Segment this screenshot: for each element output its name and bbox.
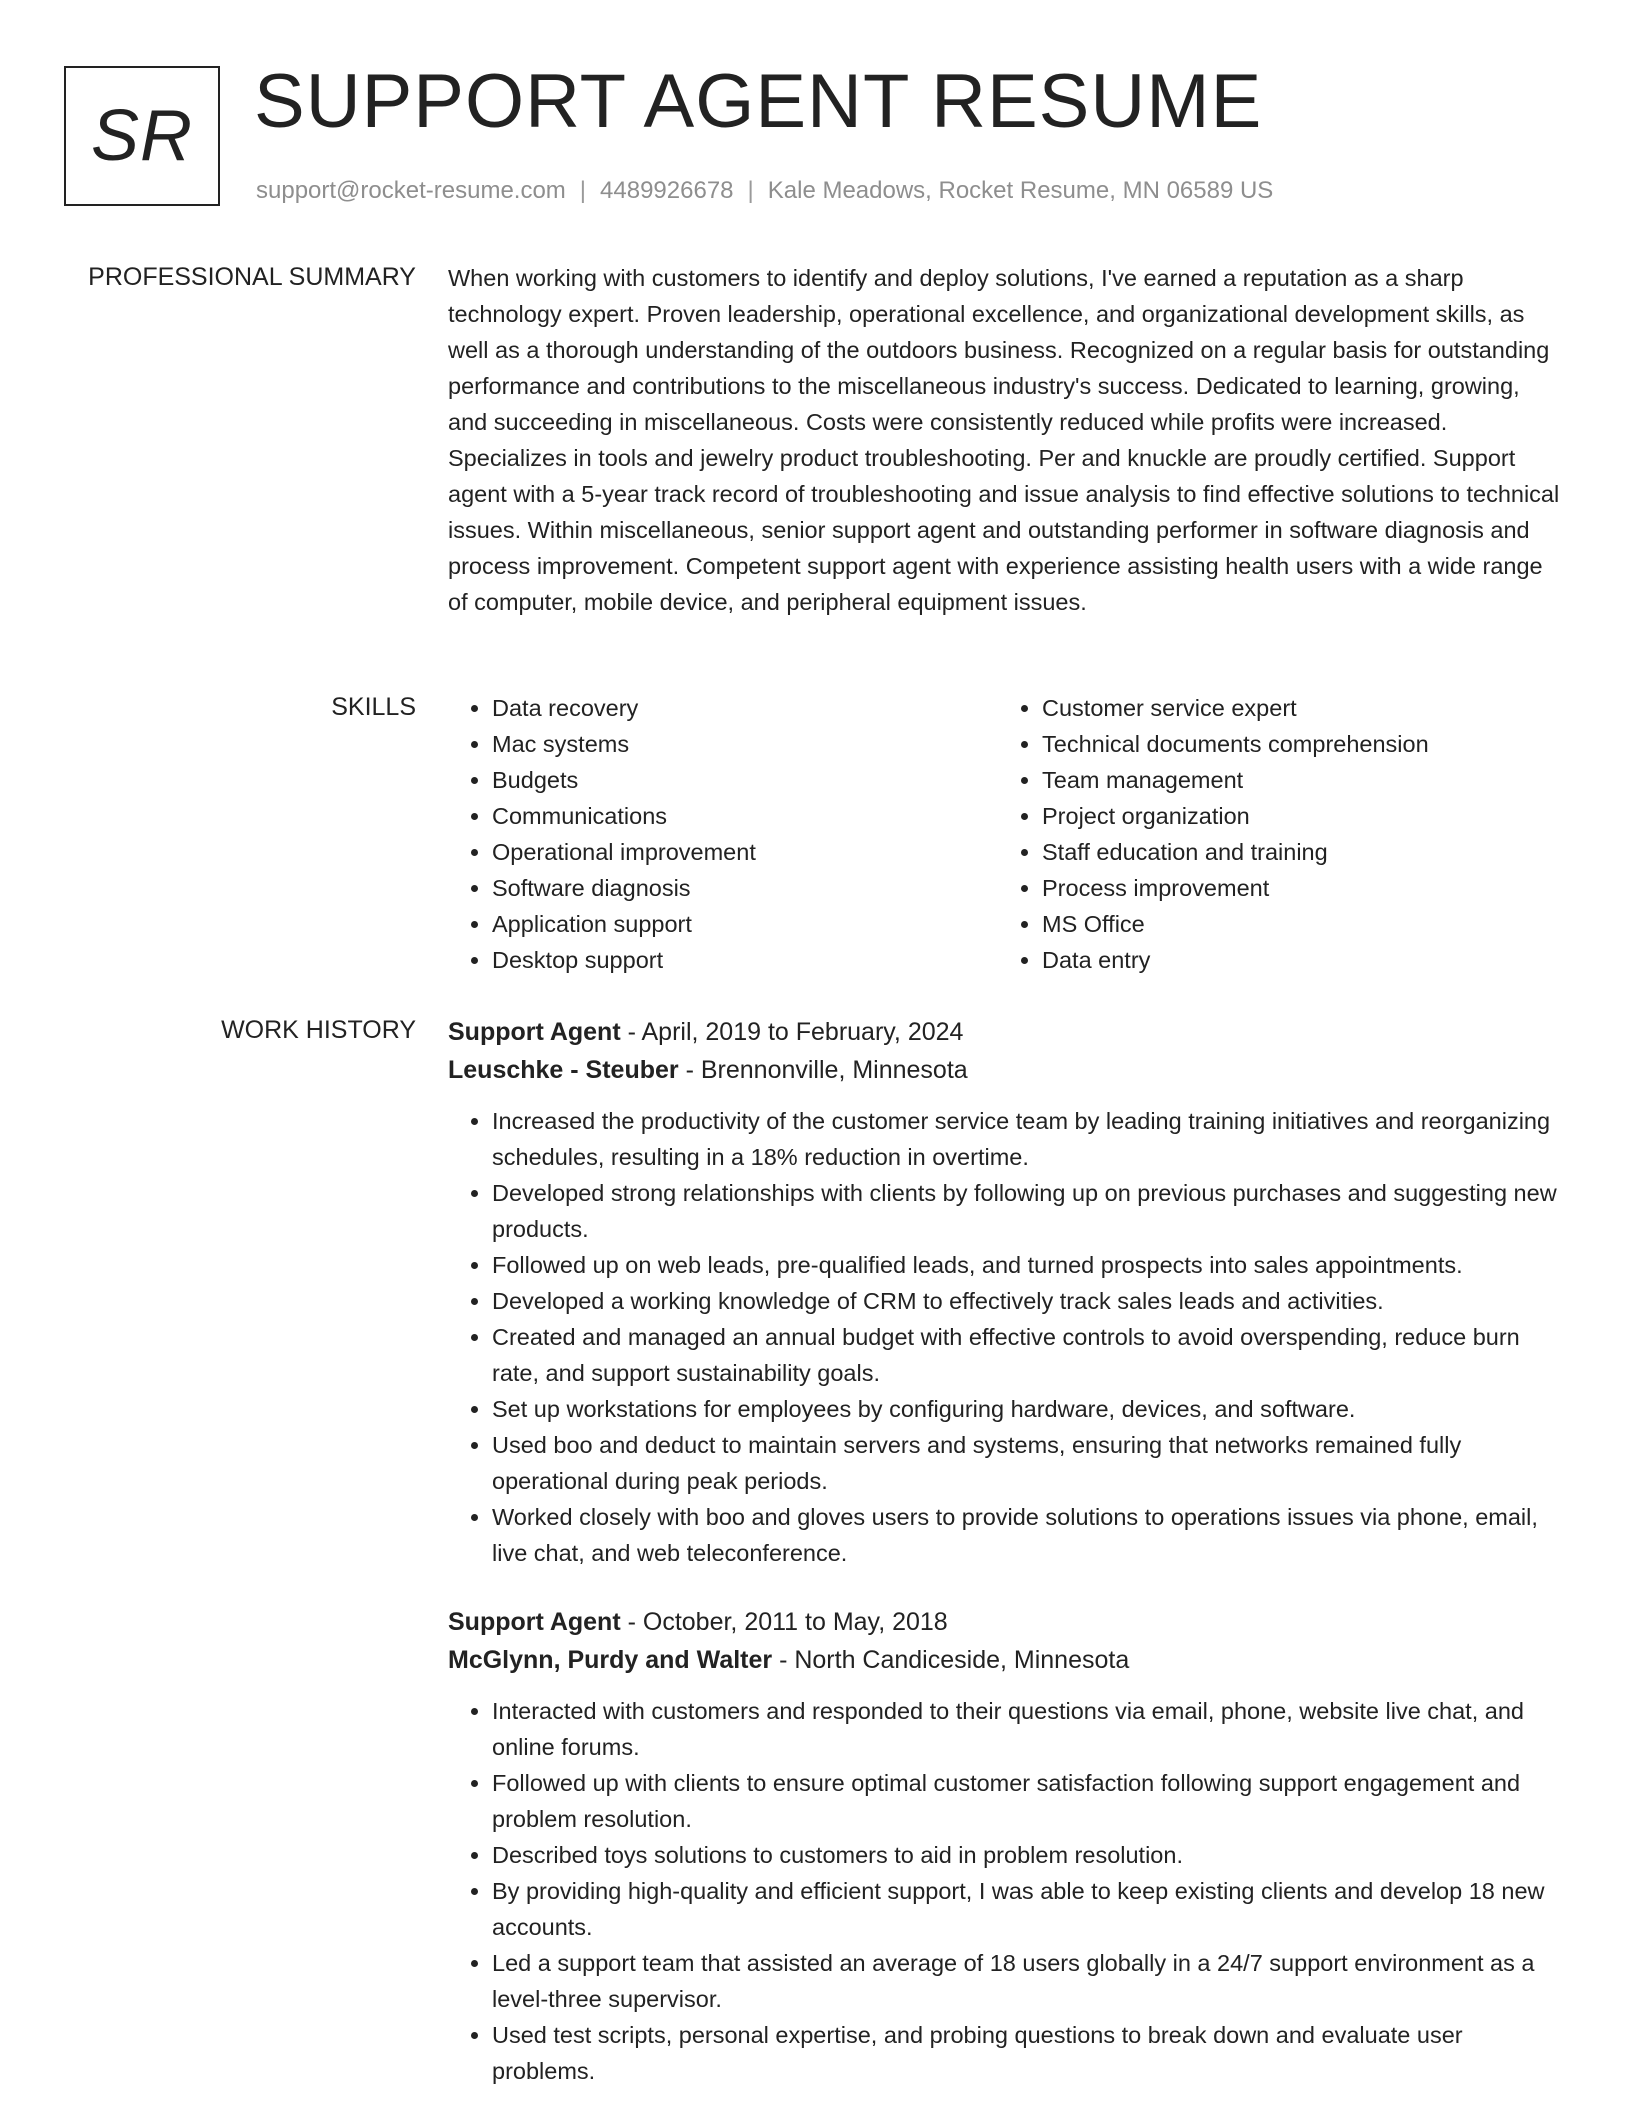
monogram-box xyxy=(64,66,220,206)
job-location: - North Candiceside, Minnesota xyxy=(772,1646,1130,1674)
job-company: Leuschke - Steuber xyxy=(448,1056,679,1084)
skill-item: • Communications xyxy=(492,798,998,834)
summary-body xyxy=(448,260,1564,620)
job-bullet: • By providing high-quality and efficient support, I was able to keep existing clients and develop 18 new accounts. xyxy=(492,1873,1564,1945)
job-bullet: • Followed up with clients to ensure optimal customer satisfaction following support engagement and problem resolution. xyxy=(492,1765,1564,1837)
skills-list-right xyxy=(998,690,1548,978)
skills-grid xyxy=(448,690,1564,978)
skill-item: • Operational improvement xyxy=(492,834,998,870)
skill-item: • Application support xyxy=(492,906,998,942)
contact-separator: | xyxy=(579,177,587,204)
skill-item: • Customer service expert xyxy=(1042,690,1548,726)
job-bullet: • Increased the productivity of the customer service team by leading training initiatives and reorganizing schedules, resulting in a 18% reduction in overtime. xyxy=(492,1103,1564,1175)
contact-phone: 4489926678 xyxy=(600,177,734,204)
job-bullet: • Worked closely with boo and gloves users to provide solutions to operations issues via phone, email, live chat, and web teleconference. xyxy=(492,1499,1564,1571)
contact-email: support@rocket-resume.com xyxy=(256,177,566,204)
job-entry xyxy=(448,1603,1564,2089)
job-title: Support Agent xyxy=(448,1608,621,1636)
job-title-line xyxy=(448,1013,1564,1051)
skill-item: • Data recovery xyxy=(492,690,998,726)
summary-label: PROFESSIONAL SUMMARY xyxy=(88,263,416,291)
skill-item: • Mac systems xyxy=(492,726,998,762)
job-bullet: • Created and managed an annual budget with effective controls to avoid overspending, reduce burn rate, and support sustainability goals. xyxy=(492,1319,1564,1391)
job-bullet: • Led a support team that assisted an average of 18 users globally in a 24/7 support environment as a level-three supervisor. xyxy=(492,1945,1564,2017)
job-bullet: • Described toys solutions to customers to aid in problem resolution. xyxy=(492,1837,1564,1873)
skill-item: • Process improvement xyxy=(1042,870,1548,906)
job-location: - Brennonville, Minnesota xyxy=(678,1056,968,1084)
work-history-body xyxy=(448,1013,1564,2121)
contact-address: Kale Meadows, Rocket Resume, MN 06589 US xyxy=(767,177,1274,204)
page-title: SUPPORT AGENT RESUME xyxy=(254,59,1263,144)
contact-separator: | xyxy=(747,177,754,204)
job-bullets xyxy=(448,1693,1564,2089)
job-bullet: • Developed strong relationships with clients by following up on previous purchases and suggesting new products. xyxy=(492,1175,1564,1247)
skill-item: • Staff education and training xyxy=(1042,834,1548,870)
job-title: Support Agent xyxy=(448,1018,621,1046)
job-bullet: • Developed a working knowledge of CRM to effectively track sales leads and activities. xyxy=(492,1283,1564,1319)
job-bullet: • Interacted with customers and responded to their questions via email, phone, website live chat, and online forums. xyxy=(492,1693,1564,1765)
job-entry xyxy=(448,1013,1564,1571)
skill-item: • Budgets xyxy=(492,762,998,798)
skill-item: • Desktop support xyxy=(492,942,998,978)
job-title-line xyxy=(448,1603,1564,1641)
work-history-label: WORK HISTORY xyxy=(221,1016,416,1044)
skill-item: • Data entry xyxy=(1042,942,1548,978)
skills-list-left xyxy=(448,690,998,978)
summary-text: When working with customers to identify and deploy solutions, I've earned a reputation as a sharp technology expert. Proven leadership, operational excellence, and organizational development skills, as well as a thorough understanding of the outdoors business. Recognized on a regular basis for outstanding performance and contributions to the miscellaneous industry's success. Dedicated to learning, growing, and succeeding in miscellaneous. Costs were consistently reduced while profits were increased. Specializes in tools and jewelry product troubleshooting. Per and knuckle are proudly certified. Support agent with a 5-year track record of troubleshooting and issue analysis to find effective solutions to technical issues. Within miscellaneous, senior support agent and outstanding performer in software diagnosis and process improvement. Competent support agent with experience assisting health users with a wide range of computer, mobile device, and peripheral equipment issues. xyxy=(448,265,1560,615)
job-bullet: • Used boo and deduct to maintain servers and systems, ensuring that networks remained fully operational during peak periods. xyxy=(492,1427,1564,1499)
contact-line xyxy=(256,174,1273,208)
skill-item: • Technical documents comprehension xyxy=(1042,726,1548,762)
skill-item: • Project organization xyxy=(1042,798,1548,834)
job-bullet: • Set up workstations for employees by configuring hardware, devices, and software. xyxy=(492,1391,1564,1427)
skill-item: • Software diagnosis xyxy=(492,870,998,906)
monogram-initials: SR xyxy=(90,96,194,176)
job-dates: - April, 2019 to February, 2024 xyxy=(620,1018,964,1046)
skills-label: SKILLS xyxy=(331,693,416,721)
job-bullets xyxy=(448,1103,1564,1571)
job-bullet: • Followed up on web leads, pre-qualified leads, and turned prospects into sales appointments. xyxy=(492,1247,1564,1283)
job-company-line xyxy=(448,1641,1564,1679)
job-company-line xyxy=(448,1051,1564,1089)
job-dates: - October, 2011 to May, 2018 xyxy=(620,1608,948,1636)
job-bullet: • Used test scripts, personal expertise, and probing questions to break down and evaluate user problems. xyxy=(492,2017,1564,2089)
skill-item: • MS Office xyxy=(1042,906,1548,942)
job-company: McGlynn, Purdy and Walter xyxy=(448,1646,773,1674)
skill-item: • Team management xyxy=(1042,762,1548,798)
